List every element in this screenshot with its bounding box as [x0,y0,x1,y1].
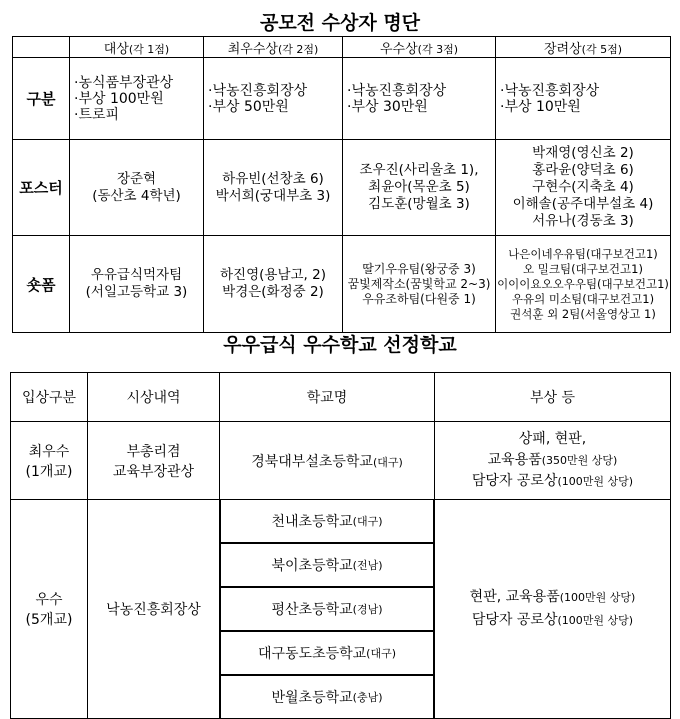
prize-line: ·농식품부장관상 [74,74,174,91]
winner-line: 이이이요오오우우팀(대구보건고1) [497,276,669,291]
header-school: 학교명 [220,373,435,422]
prize-cell [435,422,671,500]
header-grand: 대상(각 1점) [70,37,204,58]
grade-cell [11,500,88,719]
title-selected-schools: 우우급식 우수학교 선정학교 [223,334,457,356]
header-row [13,37,671,58]
prize-line: ·낙농진흥회장상 [208,82,308,99]
corner-cell [13,37,70,58]
winner-line: 권석훈 외 2팀(서울영상고 1) [510,306,656,321]
winner-line: (서일고등학교 3) [85,284,188,300]
winner-line: 하유빈(선창초 6) [222,170,324,187]
school-item: 천내초등학교 (대구) [220,500,434,543]
header-award: 시상내역 [88,373,220,422]
prize-line: ·부상 10만원 [500,98,581,115]
winner-line: 김도훈(망월초 3) [368,196,470,212]
grade-count: (1개교) [25,463,73,480]
header-grade: 입상구분 [11,373,88,422]
header-best: 최우수상(각 2점) [204,37,343,58]
winner-cell [496,236,671,333]
prize-line: 교육용품(350만원 상당) [487,452,618,468]
winner-line: 최윤아(목운초 5) [368,179,470,195]
prize-line: ·낙농진흥회장상 [347,82,447,99]
prize-line: 상패, 현판, [518,431,587,447]
winner-line: (동산초 4학년) [92,187,181,204]
winner-line: 구현수(지축초 4) [532,179,634,195]
header-encourage: 장려상(각 5점) [496,37,671,58]
prize-line: ·부상 100만원 [74,90,164,107]
winner-line: 박경은(화정중 2) [222,284,324,300]
header-prize: 부상 등 [435,373,671,422]
school-item: 평산초등학교 (경남) [220,587,434,631]
winner-cell [343,140,496,236]
award-line: 교육부장관상 [112,463,195,480]
award-cell [88,422,220,500]
selected-schools-table [10,372,671,719]
prize-cell [496,58,671,140]
prize-line: ·트로피 [74,106,120,123]
award-winners-table [12,36,671,333]
grade-cell [11,422,88,500]
winner-line: 박재영(영신초 2) [532,145,634,161]
award-line: 부총리겸 [126,443,181,460]
winner-cell [70,236,204,333]
row-label-poster: 포스터 [13,140,70,236]
school-item: 반월초등학교 (충남) [220,675,434,718]
winner-line: 꿈빛제작소(꿈빛학교 2~3) [347,276,491,291]
prize-cell [70,58,204,140]
winner-line: 하진영(용남고, 2) [220,267,326,283]
prize-line: 담당자 공로상(100만원 상당) [471,612,634,628]
prize-cell [435,500,671,719]
winner-line: 박서희(궁대부초 3) [215,187,331,204]
prize-line: 담당자 공로상(100만원 상당) [471,473,634,489]
poster-row [13,140,671,236]
prize-cell [204,58,343,140]
school-item: 대구동도초등학교 (대구) [220,631,434,675]
prize-line: ·부상 50만원 [208,98,289,115]
winner-cell [204,140,343,236]
prize-line: ·낙농진흥회장상 [500,82,600,99]
grade-label: 우수 [35,592,63,608]
header-row [11,373,671,422]
winner-line: 홍라윤(양덕초 6) [532,162,634,178]
winner-cell [343,236,496,333]
shortform-row [13,236,671,333]
school-list-cell [220,500,435,719]
winner-line: 이해솔(공주대부설초 4) [512,196,654,212]
grade-count: (5개교) [25,612,73,628]
prize-row [13,58,671,140]
school-cell [220,422,435,500]
winner-line: 서유나(경동초 3) [532,213,634,229]
prize-cell [343,58,496,140]
grade-label: 최우수 [28,443,70,460]
winner-line: 우유조하팀(다원중 1) [362,291,476,306]
winner-cell [70,140,204,236]
excellent-row [11,500,671,719]
winner-line: 우유의 미소팀(대구보건고1) [511,291,655,306]
winner-line: 장준혁 [116,170,157,187]
best-row [11,422,671,500]
award-cell: 낙농진흥회장상 [88,500,220,719]
winner-cell [496,140,671,236]
header-excellent: 우수상(각 3점) [343,37,496,58]
winner-line: 나은이네우유팀(대구보건고1) [508,246,658,261]
school-name: 경북대부설초등학교 [251,453,373,470]
school-region: (대구) [372,455,403,469]
winner-cell [204,236,343,333]
school-item: 북이초등학교 (전남) [220,543,434,587]
prize-line: 현판, 교육용품(100만원 상당) [469,589,636,605]
winner-line: 우유급식먹자팀 [90,267,183,283]
prize-line: ·부상 30만원 [347,98,428,115]
winner-line: 조우진(사리울초 1), [359,162,479,178]
row-label-category: 구분 [13,58,70,140]
title-award-list: 공모전 수상자 명단 [259,12,421,34]
winner-line: 오 밀크팀(대구보건고1) [523,261,643,276]
row-label-shortform: 숏폼 [13,236,70,333]
winner-line: 딸기우유팀(왕궁중 3) [362,261,476,276]
